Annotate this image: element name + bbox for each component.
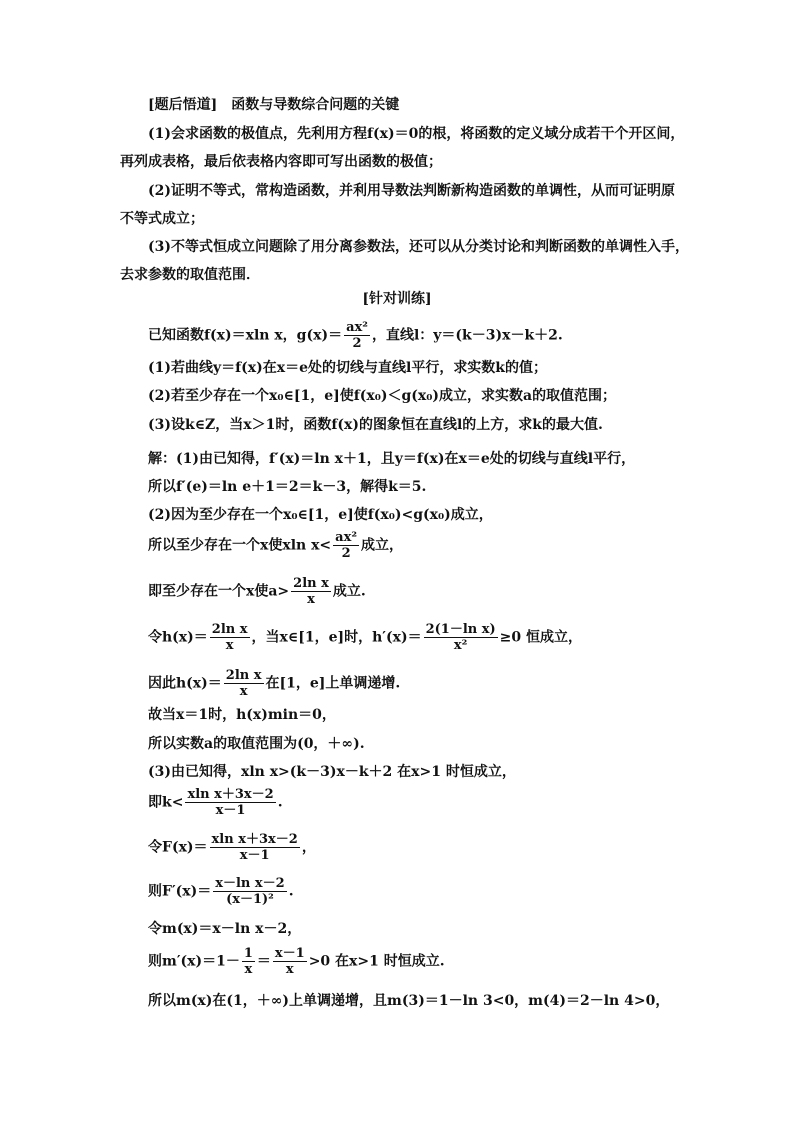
- s6-den: x: [225, 638, 234, 653]
- s4-fraction: [333, 530, 359, 561]
- s7-fraction: [224, 668, 264, 699]
- s15-num: 1: [243, 946, 253, 961]
- solution-line-2: 所以f′(e)＝ln e＋1＝2＝k－3，解得k＝5.: [148, 479, 427, 495]
- s12-num: xln x＋3x－2: [211, 832, 298, 847]
- s12-pre: 令F(x)＝: [148, 839, 208, 856]
- s11-num: xln x＋3x－2: [187, 787, 274, 802]
- s15-den2: x: [285, 962, 294, 977]
- s15-num2: x－1: [274, 946, 305, 961]
- s11-fraction: [185, 787, 275, 818]
- solution-line-5: [148, 576, 366, 607]
- s5-fraction: [291, 576, 331, 607]
- s5-post: 成立.: [332, 583, 366, 600]
- s13-den: (x－1)²: [226, 892, 274, 907]
- solution-line-8: 故当x＝1时，h(x)min＝0，: [148, 707, 336, 723]
- solution-line-9: 所以实数a的取值范围为(0，＋∞).: [148, 736, 365, 752]
- reflection-point-2-line-2: 不等式成立；: [120, 211, 204, 227]
- question-1: (1)若曲线y＝f(x)在x＝e处的切线与直线l平行，求实数k的值；: [148, 360, 548, 376]
- s11-den: x－1: [215, 803, 246, 818]
- solution-line-15: [148, 946, 445, 977]
- s4-pre: 所以至少存在一个x使xln x<: [148, 537, 332, 554]
- s6-num: 2ln x: [211, 622, 248, 637]
- s6-fraction-2: [424, 622, 498, 653]
- reflection-point-2-line-1: (2)证明不等式，常构造函数，并利用导数法判断新构造函数的单调性，从而可证明原: [148, 183, 675, 199]
- reflection-point-1-line-2: 再列成表格，最后依表格内容即可写出函数的极值；: [120, 154, 442, 170]
- s15-post: >0 在x>1 时恒成立.: [308, 953, 445, 970]
- given-functions: [148, 320, 563, 351]
- solution-line-12: [148, 832, 316, 863]
- s6-post: ≥0 恒成立，: [499, 629, 582, 646]
- s4-num: ax²: [335, 530, 358, 545]
- s6-mid: ，当x∈[1，e]时，h′(x)＝: [251, 629, 422, 646]
- reflection-point-1-line-1: (1)会求函数的极值点，先利用方程f(x)＝0的根，将函数的定义域分成若干个开区间，: [148, 126, 685, 142]
- s6-pre: 令h(x)＝: [148, 629, 208, 646]
- solution-line-7: [148, 668, 400, 699]
- reflection-title: [题后悟道] 函数与导数综合问题的关键: [148, 97, 400, 113]
- given-fraction: [344, 320, 370, 351]
- s7-post: 在[1，e]上单调递增.: [265, 675, 401, 692]
- reflection-point-3-line-2: 去求参数的取值范围．: [120, 267, 260, 283]
- s6-num2: 2(1－ln x): [425, 622, 496, 637]
- s7-den: x: [239, 684, 248, 699]
- solution-line-11: [148, 787, 283, 818]
- given-fraction-num: ax²: [346, 320, 368, 335]
- s13-pre: 则F′(x)＝: [148, 883, 212, 900]
- s15-fraction-1: [242, 946, 255, 977]
- s15-fraction-2: [273, 946, 307, 977]
- s13-post: .: [288, 883, 294, 900]
- given-post: ，直线l：y＝(k－3)x－k＋2.: [371, 327, 563, 344]
- s7-pre: 因此h(x)＝: [148, 675, 222, 692]
- s6-den2: x²: [453, 638, 468, 653]
- s5-num: 2ln x: [293, 576, 329, 591]
- s6-fraction-1: [210, 622, 250, 653]
- s4-den: 2: [341, 546, 351, 561]
- s13-fraction: [213, 876, 286, 907]
- s11-pre: 即k<: [148, 794, 184, 811]
- solution-line-1: 解：(1)由已知得，f′(x)＝ln x＋1，且y＝f(x)在x＝e处的切线与直线l平行，: [148, 451, 636, 467]
- solution-line-14: 令m(x)＝x－ln x－2，: [148, 921, 302, 937]
- s13-num: x－ln x－2: [215, 876, 285, 891]
- s15-pre: 则m′(x)＝1－: [148, 953, 240, 970]
- question-3: (3)设k∈Z，当x＞1时，函数f(x)的图象恒在直线l的上方，求k的最大值.: [148, 417, 603, 433]
- solution-line-6: [148, 622, 582, 653]
- solution-line-16: 所以m(x)在(1，＋∞)上单调递增，且m(3)＝1－ln 3<0，m(4)＝2－ln 4>0，: [148, 993, 670, 1009]
- s5-den: x: [307, 592, 315, 607]
- solution-line-3: (2)因为至少存在一个x₀∈[1，e]使f(x₀)<g(x₀)成立，: [148, 507, 493, 523]
- s7-num: 2ln x: [225, 668, 262, 683]
- s11-post: .: [277, 794, 283, 811]
- given-pre: 已知函数f(x)＝xln x，g(x)＝: [148, 327, 343, 344]
- s15-den: x: [244, 962, 253, 977]
- s12-post: ，: [301, 839, 316, 856]
- s5-pre: 即至少存在一个x使a>: [148, 583, 290, 600]
- question-2: (2)若至少存在一个x₀∈[1，e]使f(x₀)＜g(x₀)成立，求实数a的取值范围；: [148, 388, 617, 404]
- solution-line-4: [148, 530, 403, 561]
- training-heading: [针对训练]: [362, 291, 432, 307]
- solution-line-13: [148, 876, 294, 907]
- given-fraction-den: 2: [352, 336, 362, 351]
- s12-den: x－1: [239, 848, 270, 863]
- s12-fraction: [210, 832, 300, 863]
- reflection-point-3-line-1: (3)不等式恒成立问题除了用分离参数法，还可以从分类讨论和判断函数的单调性入手，: [148, 239, 689, 255]
- s4-post: 成立，: [361, 537, 404, 554]
- solution-line-10: (3)由已知得，xln x>(k－3)x－k＋2 在x>1 时恒成立，: [148, 764, 516, 780]
- s15-mid: ＝: [256, 953, 271, 970]
